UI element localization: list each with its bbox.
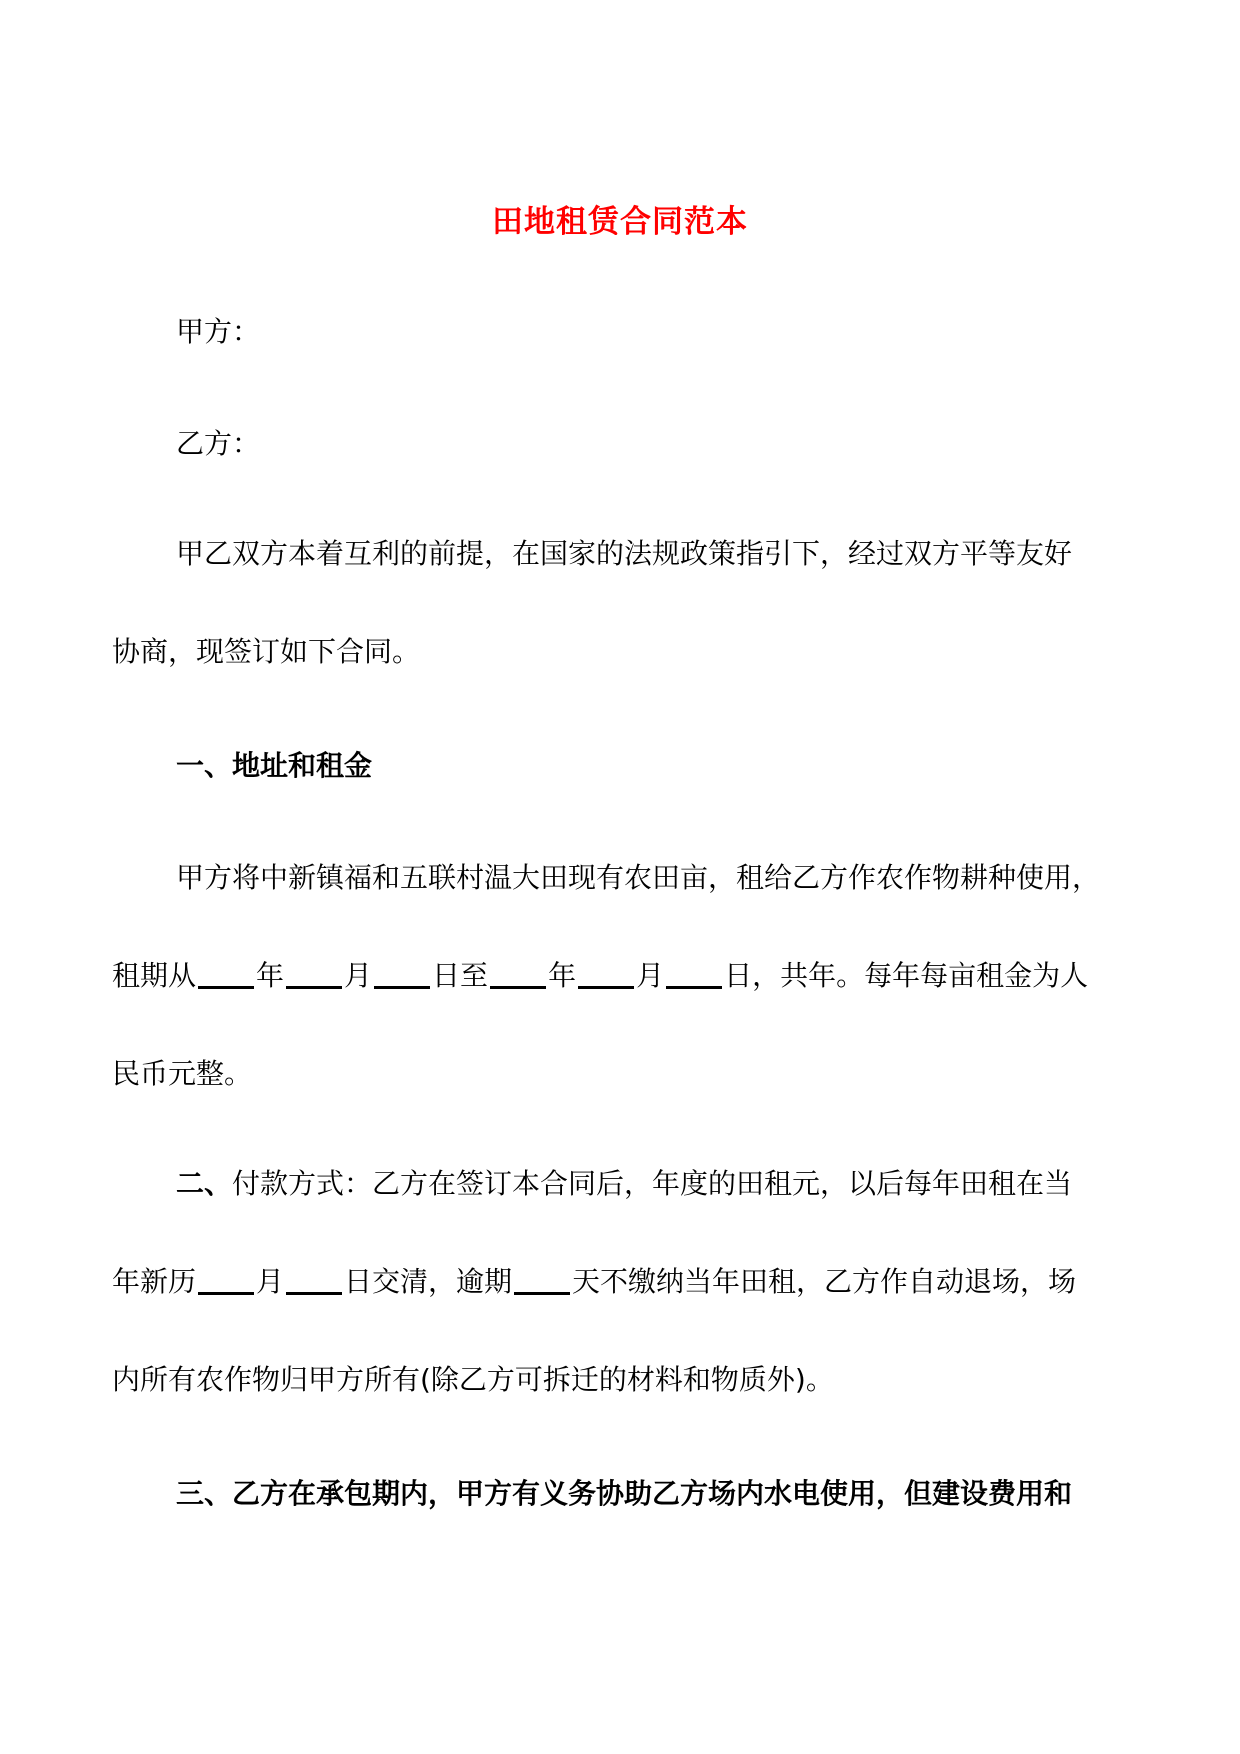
fill-in-blank[interactable]	[286, 1266, 342, 1295]
text-segment: 月	[256, 1265, 285, 1298]
document-title: 田地租赁合同范本	[492, 204, 748, 240]
text-segment: 租期从	[112, 959, 197, 992]
fill-in-blank[interactable]	[578, 960, 634, 989]
party-b-label: 乙方：	[176, 427, 261, 460]
text-segment: 日至	[432, 959, 489, 992]
text-segment: 月	[636, 959, 665, 992]
text-segment: 年新历	[112, 1265, 197, 1298]
section-1-line-2	[112, 958, 1088, 994]
party-a-label: 甲方：	[176, 315, 261, 348]
section-2-line-2	[112, 1264, 1076, 1300]
section-1-line-3: 民币元整。	[112, 1057, 253, 1090]
fill-in-blank[interactable]	[198, 1266, 254, 1295]
fill-in-blank[interactable]	[514, 1266, 570, 1295]
fill-in-blank[interactable]	[374, 960, 430, 989]
fill-in-blank[interactable]	[198, 960, 254, 989]
section-2-heading: 二、	[176, 1167, 233, 1200]
text-segment: 天不缴纳当年田租，乙方作自动退场，场	[572, 1265, 1077, 1298]
fill-in-blank[interactable]	[490, 960, 546, 989]
section-3-line-1: 三、乙方在承包期内，甲方有义务协助乙方场内水电使用，但建设费用和	[176, 1477, 1073, 1510]
text-segment: 月	[344, 959, 373, 992]
section-1-line-1: 甲方将中新镇福和五联村温大田现有农田亩，租给乙方作农作物耕种使用，	[176, 861, 1101, 894]
text-segment: 付款方式：乙方在签订本合同后，年度的田租元，以后每年田租在当	[232, 1167, 1073, 1200]
text-segment: 年	[256, 959, 285, 992]
section-2-line-3: 内所有农作物归甲方所有(除乙方可拆迁的材料和物质外)。	[112, 1363, 834, 1396]
text-segment: 日，共年。每年每亩租金为人	[724, 959, 1089, 992]
intro-line-2: 协商，现签订如下合同。	[112, 635, 421, 668]
fill-in-blank[interactable]	[286, 960, 342, 989]
text-segment: 日交清，逾期	[344, 1265, 513, 1298]
intro-line-1: 甲乙双方本着互利的前提，在国家的法规政策指引下，经过双方平等友好	[176, 537, 1073, 570]
section-2-line-1	[176, 1166, 1072, 1202]
section-1-heading: 一、地址和租金	[176, 749, 373, 782]
fill-in-blank[interactable]	[666, 960, 722, 989]
text-segment: 年	[548, 959, 577, 992]
